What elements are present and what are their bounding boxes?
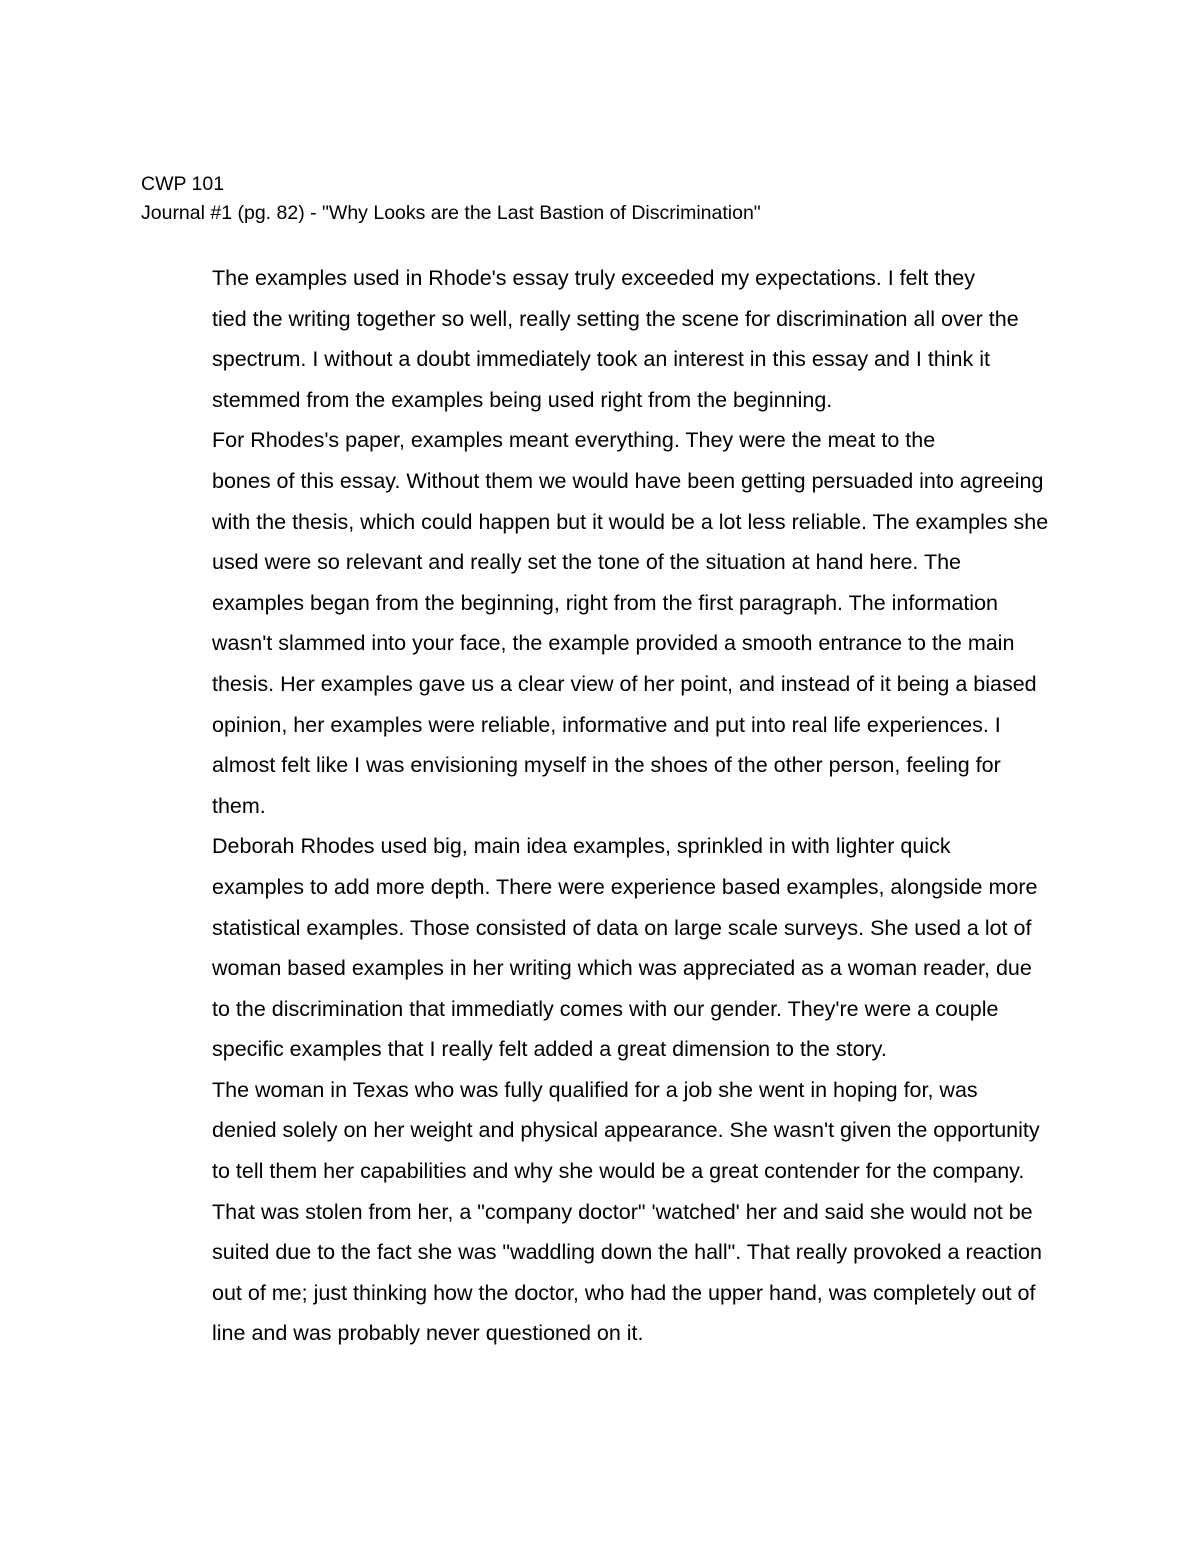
text-line: denied solely on her weight and physical appearance. She wasn't given the opportunity [212, 1118, 1040, 1143]
text-line: out of me; just thinking how the doctor, who had the upper hand, was completely out of [212, 1280, 1036, 1305]
text-line: to the discrimination that immediatly comes with our gender. They're were a couple [212, 996, 999, 1021]
text-line: to tell them her capabilities and why she would be a great contender for the company. [212, 1159, 1025, 1184]
text-line: them. [212, 793, 266, 818]
essay-body [141, 258, 1066, 1354]
paragraph-1 [141, 258, 1066, 420]
text-line: For Rhodes's paper, examples meant everything. They were the meat to the [212, 428, 936, 453]
text-line: statistical examples. Those consisted of data on large scale surveys. She used a lot of [212, 915, 1032, 940]
document-header [141, 170, 1101, 228]
paragraph-2 [141, 420, 1066, 826]
text-line: Deborah Rhodes used big, main idea examples, sprinkled in with lighter quick [212, 834, 951, 859]
paragraph-4 [141, 1070, 1066, 1354]
text-line: That was stolen from her, a "company doctor" 'watched' her and said she would not be [212, 1199, 1033, 1224]
journal-title: Journal #1 (pg. 82) - "Why Looks are the Last Bastion of Discrimination" [141, 202, 761, 224]
text-line: wasn't slammed into your face, the example provided a smooth entrance to the main [212, 631, 1015, 656]
text-line: specific examples that I really felt added a great dimension to the story. [212, 1037, 887, 1062]
text-line: thesis. Her examples gave us a clear view of her point, and instead of it being a biased [212, 671, 1037, 696]
text-line: almost felt like I was envisioning myself in the shoes of the other person, feeling for [212, 753, 1001, 778]
text-line: spectrum. I without a doubt immediately took an interest in this essay and I think it [212, 347, 990, 372]
text-line: line and was probably never questioned on it. [212, 1321, 644, 1346]
course-label: CWP 101 [141, 173, 225, 195]
text-line: woman based examples in her writing which was appreciated as a woman reader, due [212, 956, 1032, 981]
text-line: suited due to the fact she was "waddling down the hall". That really provoked a reaction [212, 1240, 1042, 1265]
text-line: opinion, her examples were reliable, informative and put into real life experiences. I [212, 712, 1001, 737]
text-line: used were so relevant and really set the tone of the situation at hand here. The [212, 550, 962, 575]
text-line: The woman in Texas who was fully qualified for a job she went in hoping for, was [212, 1077, 978, 1102]
text-line: with the thesis, which could happen but it would be a lot less reliable. The examples she [212, 509, 1049, 534]
text-line: The examples used in Rhode's essay truly exceeded my expectations. I felt they [212, 266, 975, 290]
text-line: bones of this essay. Without them we would have been getting persuaded into agreeing [212, 468, 1044, 493]
text-line: stemmed from the examples being used right from the beginning. [212, 387, 833, 412]
text-line: examples began from the beginning, right from the first paragraph. The information [212, 590, 998, 615]
text-line: tied the writing together so well, really setting the scene for discrimination all over the [212, 306, 1019, 331]
text-line: examples to add more depth. There were experience based examples, alongside more [212, 874, 1038, 899]
paragraph-3 [141, 826, 1066, 1070]
